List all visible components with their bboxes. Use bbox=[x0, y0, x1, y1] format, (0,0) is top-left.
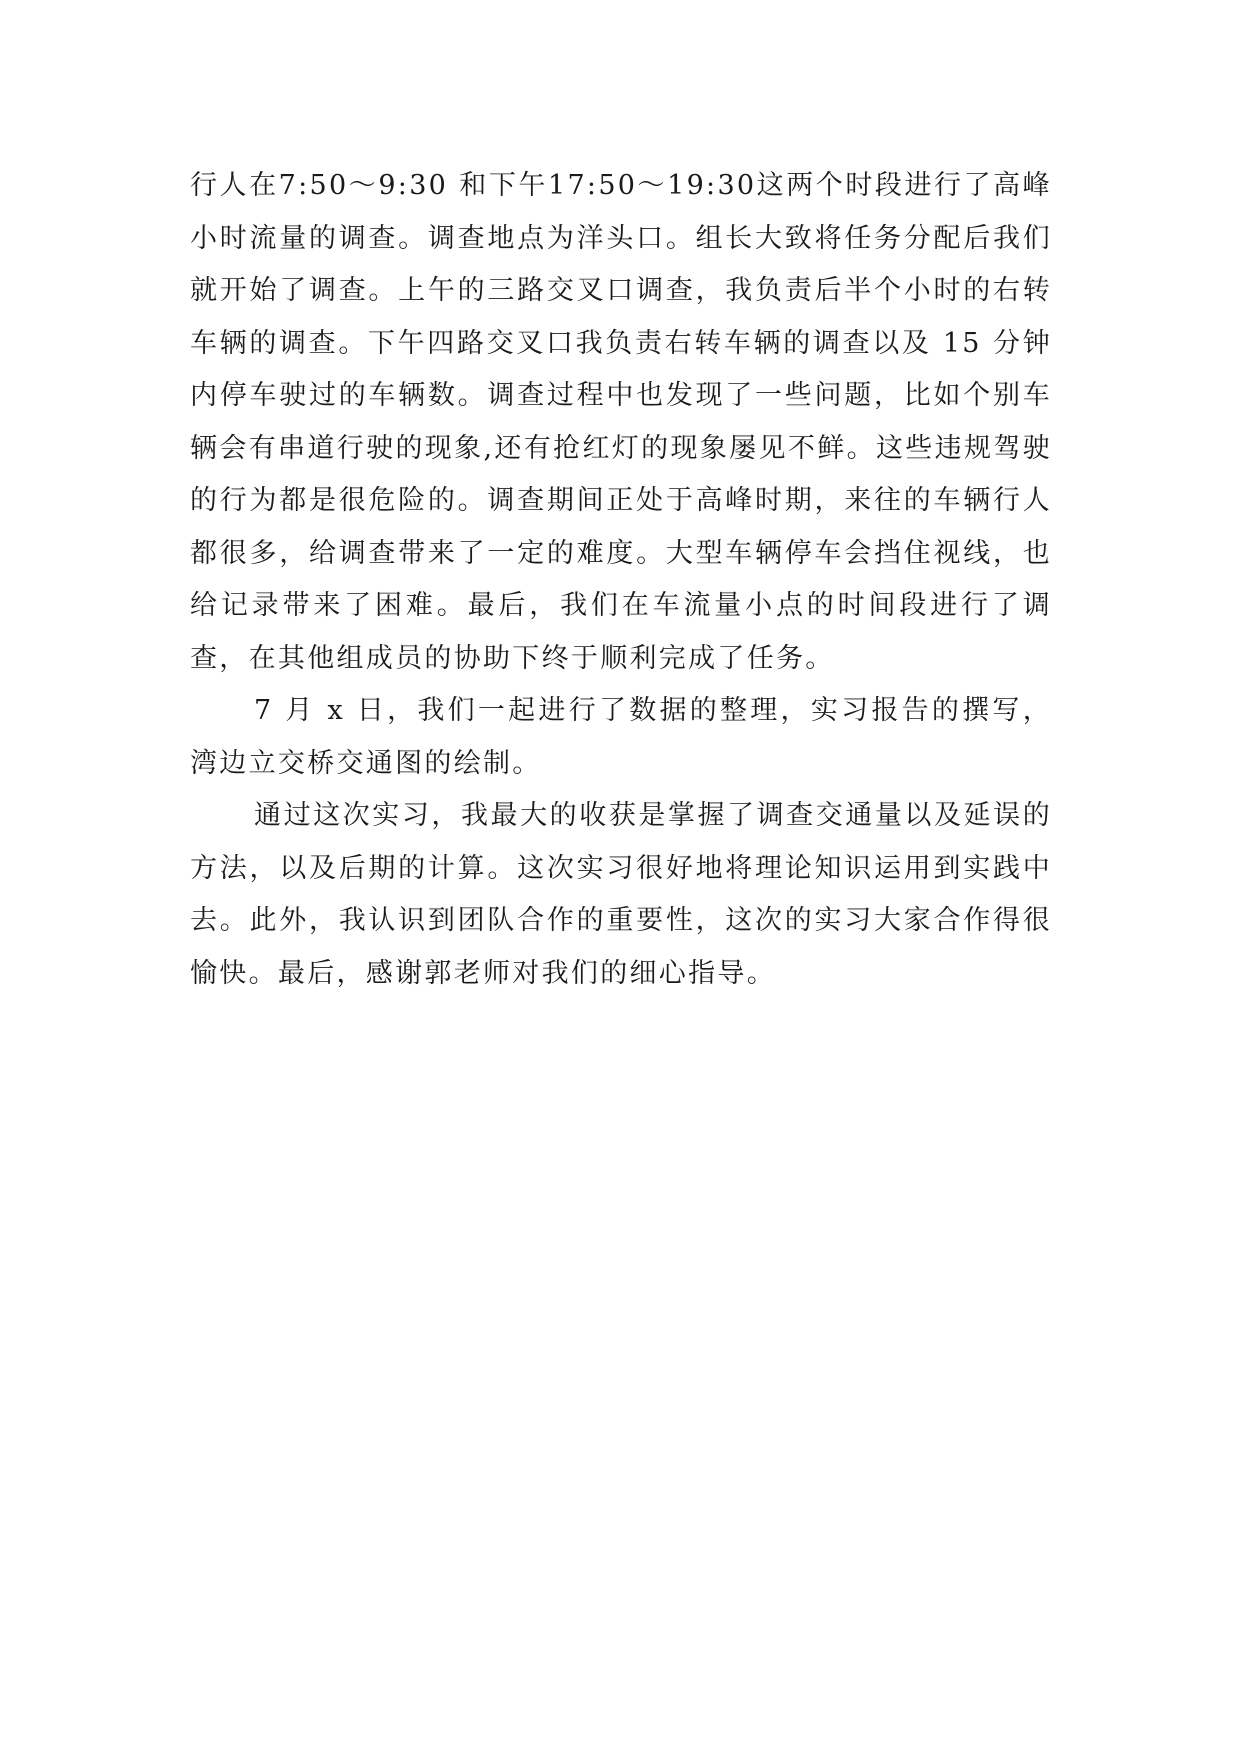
paragraph-survey-process: 行人在7:50～9:30 和下午17:50～19:30这两个时段进行了高峰小时流量的调查。调查地点为洋头口。组长大致将任务分配后我们就开始了调查。上午的三路交叉口调查，我负责后半个小时的右转车辆的调查。下午四路交叉口我负责右转车辆的调查以及 15 分钟内停车驶过的车辆数。调查过程中也发现了一些问题，比如个别车辆会有串道行驶的现象,还有抢红灯的现象屡见不鲜。这些违规驾驶的行为都是很危险的。调查期间正处于高峰时期，来往的车辆行人都很多，给调查带来了一定的难度。大型车辆停车会挡住视线，也给记录带来了困难。最后，我们在车流量小点的时间段进行了调查，在其他组成员的协助下终于顺利完成了任务。 bbox=[190, 170, 1052, 674]
paragraph-data-processing: 7 月 x 日，我们一起进行了数据的整理，实习报告的撰写，湾边立交桥交通图的绘制。 bbox=[190, 695, 1052, 779]
document-body bbox=[190, 160, 1052, 1000]
paragraph-conclusion: 通过这次实习，我最大的收获是掌握了调查交通量以及延误的方法，以及后期的计算。这次实习很好地将理论知识运用到实践中去。此外，我认识到团队合作的重要性，这次的实习大家合作得很愉快。最后，感谢郭老师对我们的细心指导。 bbox=[190, 800, 1052, 989]
